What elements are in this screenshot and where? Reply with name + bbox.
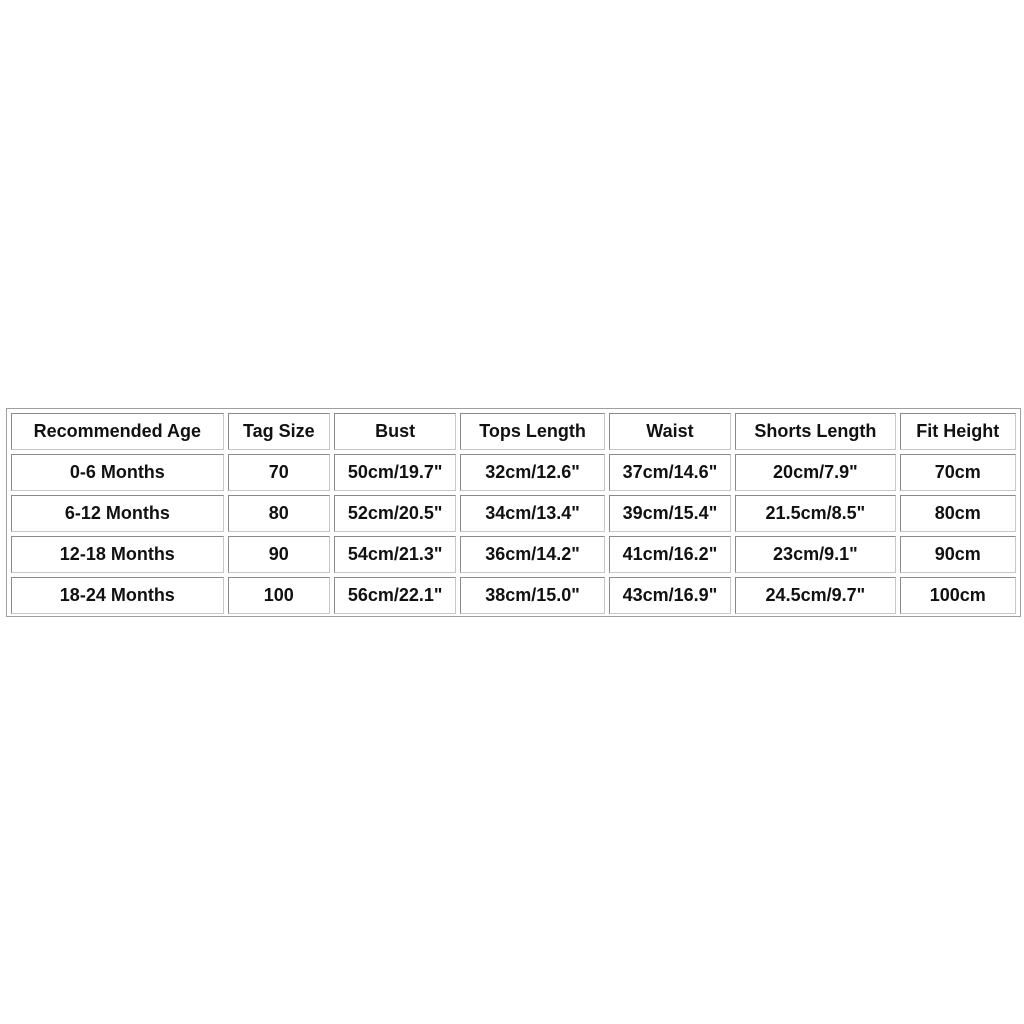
cell-bust: 54cm/21.3" — [334, 536, 456, 573]
cell-tag-size: 100 — [228, 577, 330, 614]
cell-fit-height: 70cm — [900, 454, 1016, 491]
cell-recommended-age: 12-18 Months — [11, 536, 224, 573]
cell-tag-size: 80 — [228, 495, 330, 532]
header-fit-height: Fit Height — [900, 413, 1016, 450]
cell-waist: 41cm/16.2" — [609, 536, 731, 573]
header-tops-length: Tops Length — [460, 413, 604, 450]
header-bust: Bust — [334, 413, 456, 450]
cell-shorts-length: 20cm/7.9" — [735, 454, 895, 491]
cell-bust: 52cm/20.5" — [334, 495, 456, 532]
cell-shorts-length: 21.5cm/8.5" — [735, 495, 895, 532]
table-row — [11, 536, 1016, 573]
cell-waist: 43cm/16.9" — [609, 577, 731, 614]
cell-tops-length: 36cm/14.2" — [460, 536, 604, 573]
header-shorts-length: Shorts Length — [735, 413, 895, 450]
cell-tag-size: 70 — [228, 454, 330, 491]
cell-recommended-age: 6-12 Months — [11, 495, 224, 532]
cell-recommended-age: 0-6 Months — [11, 454, 224, 491]
cell-tops-length: 34cm/13.4" — [460, 495, 604, 532]
cell-fit-height: 100cm — [900, 577, 1016, 614]
cell-shorts-length: 24.5cm/9.7" — [735, 577, 895, 614]
cell-tag-size: 90 — [228, 536, 330, 573]
size-chart-table — [7, 409, 1020, 618]
cell-fit-height: 90cm — [900, 536, 1016, 573]
table-row — [11, 495, 1016, 532]
cell-waist: 37cm/14.6" — [609, 454, 731, 491]
table-row — [11, 454, 1016, 491]
cell-recommended-age: 18-24 Months — [11, 577, 224, 614]
header-waist: Waist — [609, 413, 731, 450]
size-chart-table-container — [6, 408, 1021, 617]
cell-fit-height: 80cm — [900, 495, 1016, 532]
cell-tops-length: 32cm/12.6" — [460, 454, 604, 491]
cell-waist: 39cm/15.4" — [609, 495, 731, 532]
cell-shorts-length: 23cm/9.1" — [735, 536, 895, 573]
header-recommended-age: Recommended Age — [11, 413, 224, 450]
cell-bust: 56cm/22.1" — [334, 577, 456, 614]
cell-bust: 50cm/19.7" — [334, 454, 456, 491]
header-tag-size: Tag Size — [228, 413, 330, 450]
table-row — [11, 577, 1016, 614]
header-row — [11, 413, 1016, 450]
cell-tops-length: 38cm/15.0" — [460, 577, 604, 614]
